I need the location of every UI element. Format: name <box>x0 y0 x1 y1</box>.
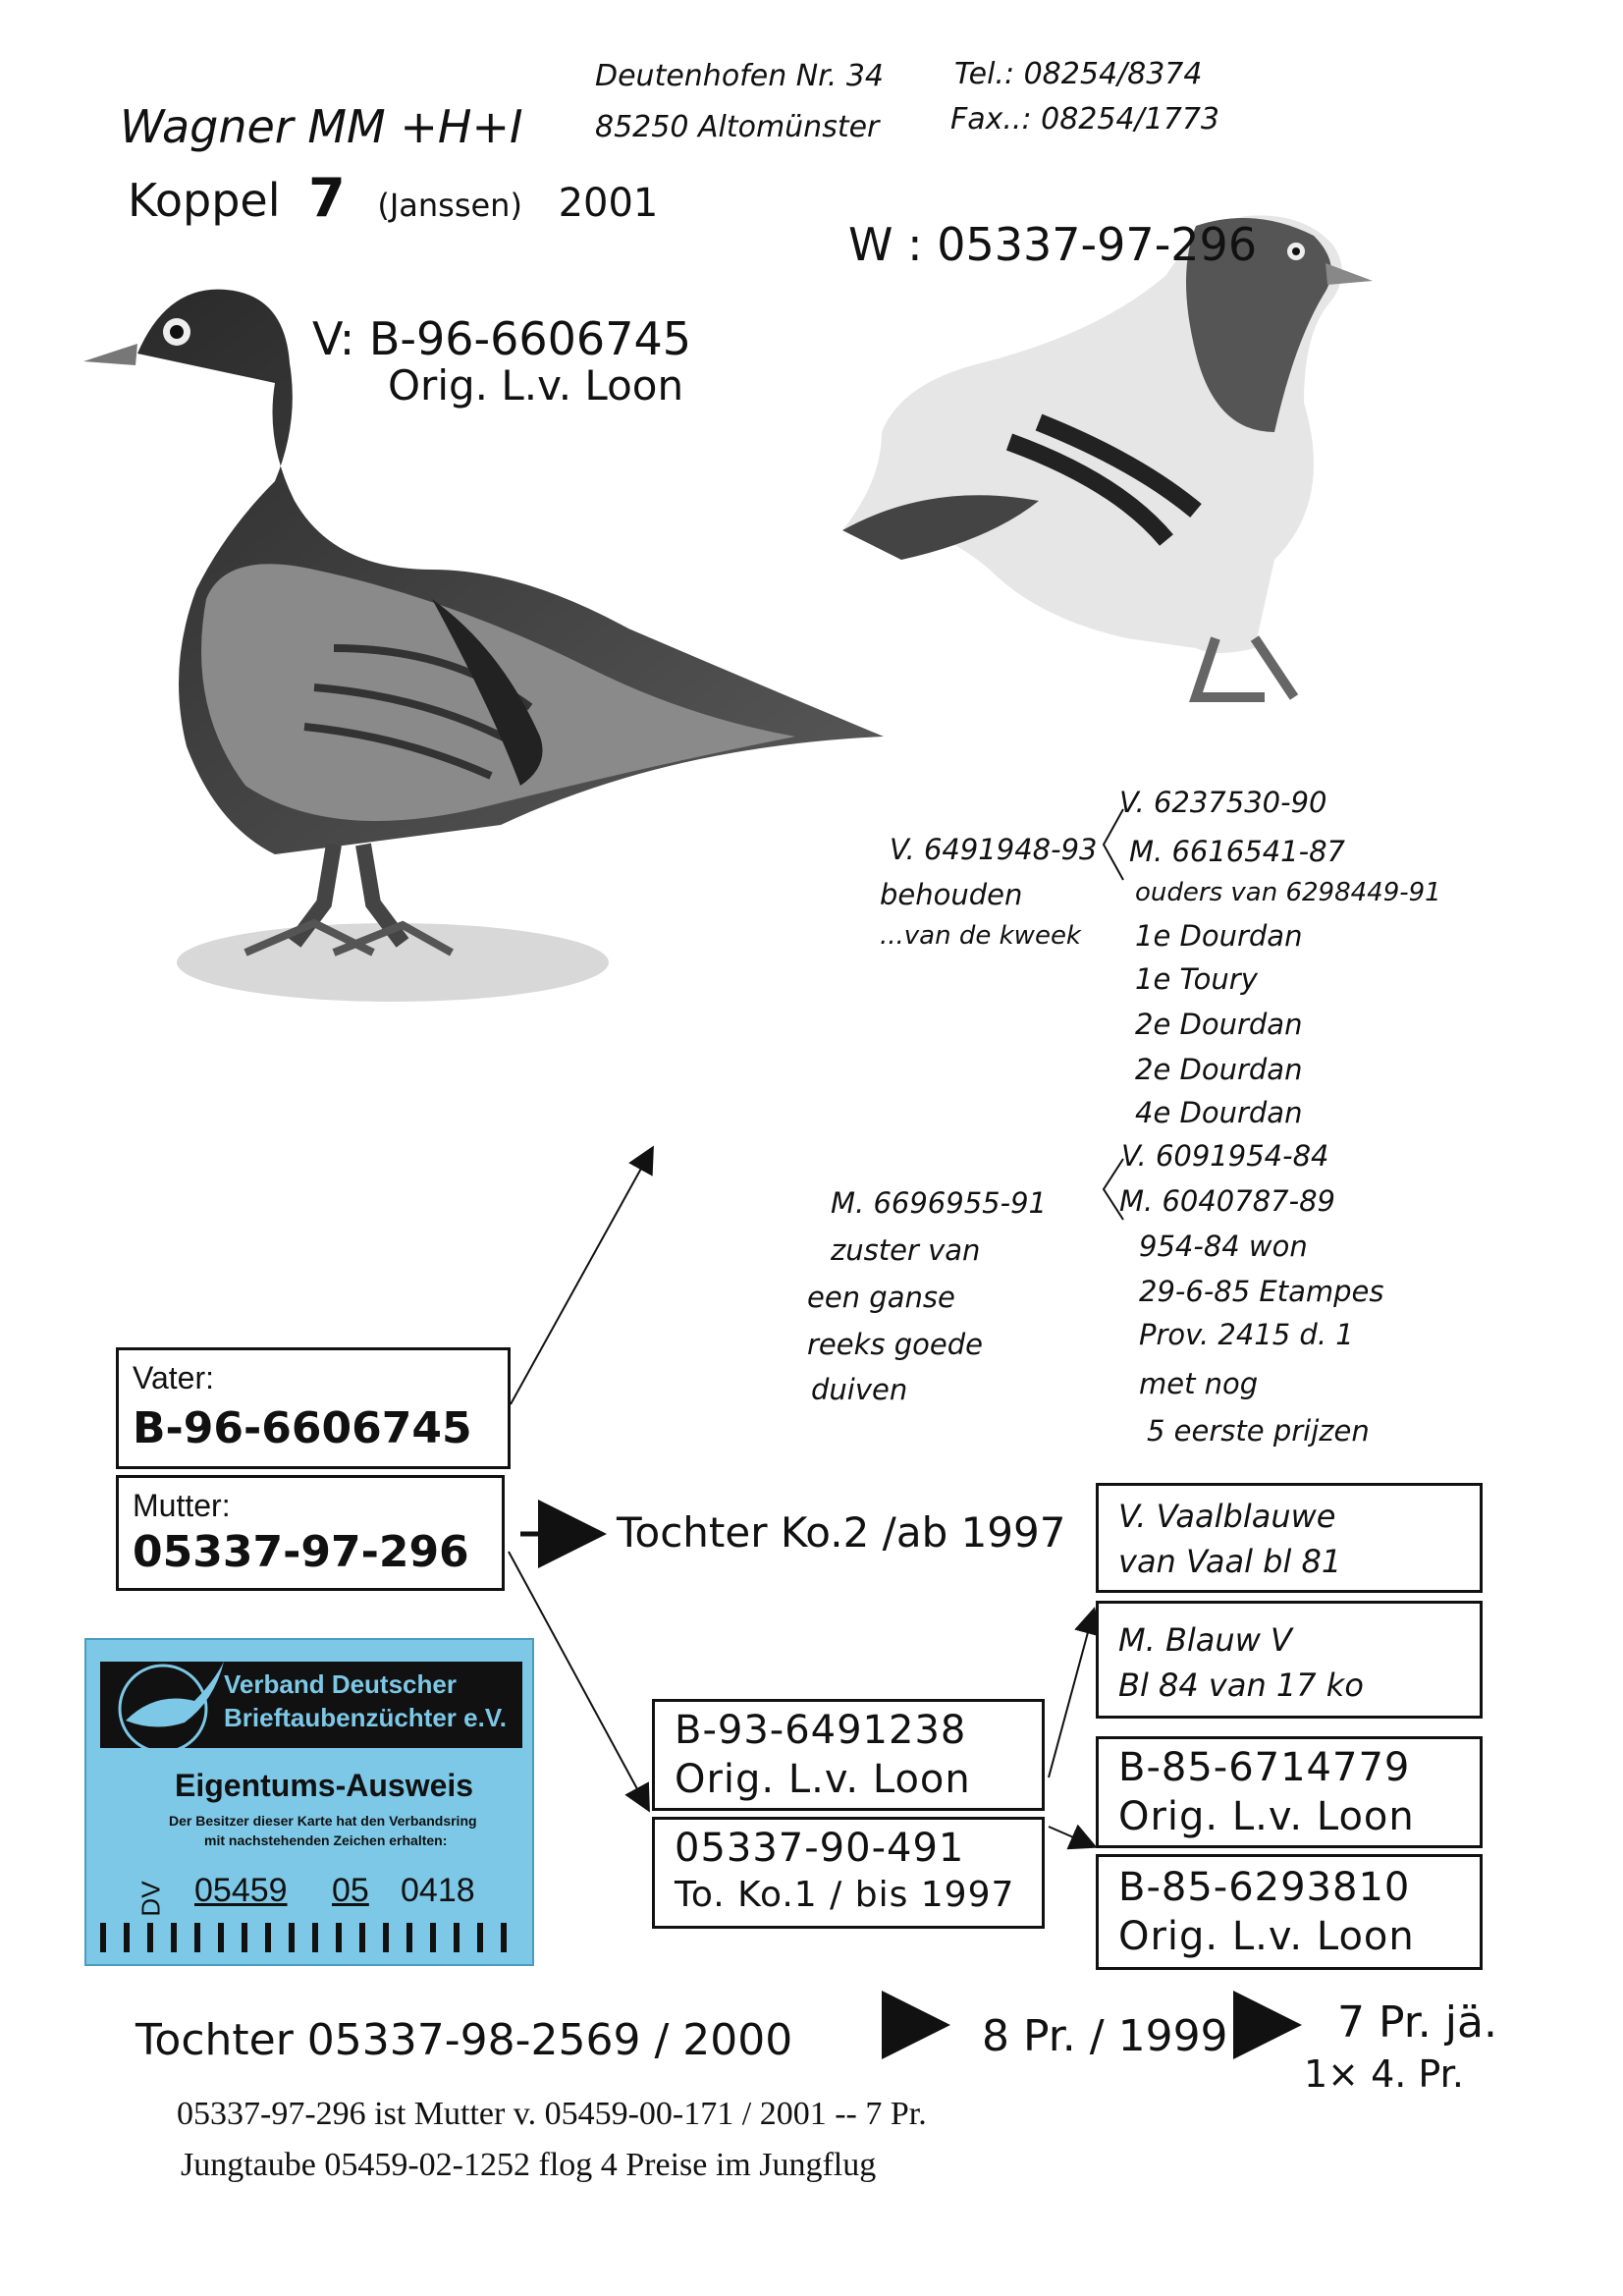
mother-father-ring: B-93-6491238 <box>675 1708 967 1753</box>
note-line: reeks goede <box>807 1328 983 1361</box>
daughter-note: Tochter Ko.2 /ab 1997 <box>617 1508 1066 1557</box>
granddam-sire-origin: Orig. L.v. Loon <box>1118 1794 1415 1839</box>
note-line: 2e Dourdan <box>1135 1008 1303 1041</box>
note-line: 1e Toury <box>1135 962 1258 996</box>
result-fourth: 1× 4. Pr. <box>1304 2052 1464 2096</box>
daughter-result-line: Tochter 05337-98-2569 / 2000 <box>135 2015 793 2065</box>
note-line: 29-6-85 Etampes <box>1139 1275 1384 1308</box>
mother-father-box <box>652 1699 1045 1811</box>
note-line: M. 6040787-89 <box>1119 1184 1335 1218</box>
father-box <box>116 1347 511 1469</box>
owner-name: Wagner MM +H+I <box>120 100 523 153</box>
note-line: 954-84 won <box>1139 1230 1308 1263</box>
hw-sire-box <box>1096 1483 1483 1593</box>
year: 2001 <box>558 181 659 226</box>
strain: (Janssen) <box>377 187 522 224</box>
card-text-line1: Der Besitzer dieser Karte hat den Verbandsring <box>169 1813 477 1829</box>
cock-ring-caption: V: B-96-6606745 <box>312 312 691 365</box>
note-line: duiven <box>811 1373 908 1406</box>
result-young: 7 Pr. jä. <box>1337 1997 1497 2048</box>
card-org-line2: Brieftaubenzüchter e.V. <box>224 1703 508 1732</box>
mother-father-origin: Orig. L.v. Loon <box>675 1757 971 1802</box>
granddam-dam-origin: Orig. L.v. Loon <box>1118 1914 1415 1959</box>
hw-sire-line1: V. Vaalblauwe <box>1118 1498 1336 1535</box>
note-line: V. 6237530-90 <box>1119 786 1327 819</box>
card-text-line2: mit nachstehenden Zeichen erhalten: <box>204 1832 448 1848</box>
card-number-a: 05459 <box>194 1872 288 1909</box>
note-line: ...van de kweek <box>880 921 1081 951</box>
note-line: V. 6091954-84 <box>1121 1139 1329 1173</box>
note-line: ouders van 6298449-91 <box>1135 878 1441 907</box>
hw-dam-line1: M. Blauw V <box>1118 1621 1292 1659</box>
card-number-b: 05 <box>332 1872 369 1909</box>
note-line: zuster van <box>831 1233 981 1267</box>
hw-sire-line2: van Vaal bl 81 <box>1118 1543 1342 1580</box>
granddam-sire-ring: B-85-6714779 <box>1118 1745 1411 1790</box>
address-line-2: 85250 Altomünster <box>595 110 880 144</box>
note-line: V. 6491948-93 <box>890 833 1098 866</box>
mother-mother-ring: 05337-90-491 <box>675 1826 965 1871</box>
hen-ring-caption: W : 05337-97-296 <box>848 218 1258 271</box>
ownership-card <box>84 1638 534 1966</box>
granddam-dam-box <box>1096 1854 1483 1970</box>
mother-mother-note: To. Ko.1 / bis 1997 <box>675 1875 1015 1915</box>
fax: Fax..: 08254/1773 <box>950 102 1219 137</box>
result-1999: 8 Pr. / 1999 <box>982 2011 1228 2061</box>
typed-note-2: Jungtaube 05459-02-1252 flog 4 Preise im Jungflug <box>181 2147 877 2183</box>
mother-mother-box <box>652 1817 1045 1929</box>
note-line: M. 6696955-91 <box>831 1186 1047 1220</box>
telephone: Tel.: 08254/8374 <box>954 57 1203 91</box>
mother-label: Mutter: <box>133 1488 231 1523</box>
typed-note-1: 05337-97-296 ist Mutter v. 05459-00-171 / 2001 -- 7 Pr. <box>177 2096 927 2132</box>
address-line-1: Deutenhofen Nr. 34 <box>595 59 885 93</box>
cock-origin-caption: Orig. L.v. Loon <box>388 361 684 410</box>
father-label: Vater: <box>133 1360 214 1395</box>
note-line: een ganse <box>807 1281 955 1314</box>
card-number-c: 0418 <box>401 1872 475 1909</box>
mother-box <box>116 1475 505 1591</box>
card-dv: DV <box>135 1881 166 1917</box>
note-line: behouden <box>880 878 1023 911</box>
note-line: 5 eerste prijzen <box>1147 1414 1370 1448</box>
granddam-sire-box <box>1096 1736 1483 1848</box>
note-line: 1e Dourdan <box>1135 919 1303 953</box>
father-ring: B-96-6606745 <box>133 1403 472 1453</box>
card-org-line1: Verband Deutscher <box>224 1669 457 1699</box>
granddam-dam-ring: B-85-6293810 <box>1118 1865 1411 1910</box>
dove-logo-icon <box>106 1652 234 1760</box>
mother-ring: 05337-97-296 <box>133 1527 469 1577</box>
hw-dam-line2: Bl 84 van 17 ko <box>1118 1667 1364 1704</box>
hw-dam-box <box>1096 1601 1483 1719</box>
card-title: Eigentums-Ausweis <box>175 1768 474 1803</box>
note-line: 4e Dourdan <box>1135 1096 1303 1129</box>
card-ornament-band <box>100 1923 522 1952</box>
note-line: met nog <box>1139 1367 1259 1400</box>
note-line: M. 6616541-87 <box>1129 835 1345 868</box>
pair-number: 7 <box>308 167 346 229</box>
pair-label: Koppel <box>128 174 281 227</box>
note-line: 2e Dourdan <box>1135 1053 1303 1086</box>
note-line: Prov. 2415 d. 1 <box>1139 1318 1354 1351</box>
